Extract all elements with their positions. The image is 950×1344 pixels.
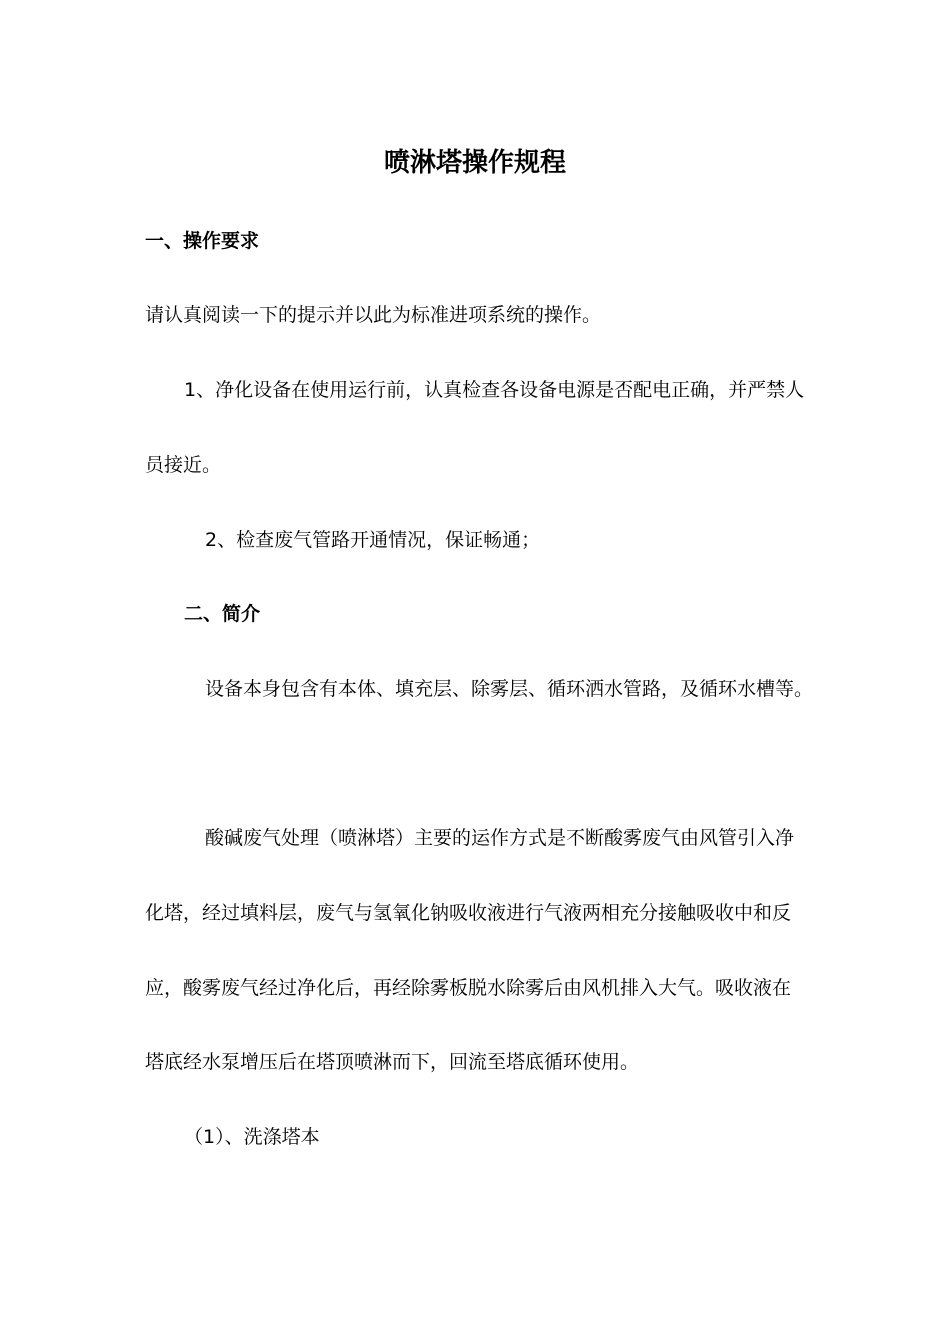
paragraph-item1-line2: 员接近。 (145, 454, 222, 476)
paragraph-equipment: 设备本身包含有本体、填充层、除雾层、循环洒水管路，及循环水槽等。 (205, 678, 814, 700)
section-heading-operation-requirements: 一、操作要求 (145, 230, 260, 252)
section-heading-introduction: 二、简介 (184, 603, 261, 625)
paragraph-process-line2: 化塔，经过填料层，废气与氢氧化钠吸收液进行气液两相充分接触吸收中和反 (145, 902, 792, 924)
paragraph-item1-line1: 1、净化设备在使用运行前，认真检查各设备电源是否配电正确，并严禁人 (184, 379, 805, 401)
document-title: 喷淋塔操作规程 (383, 148, 566, 178)
paragraph-process-line3: 应，酸雾废气经过净化后，再经除雾板脱水除雾后由风机排入大气。吸收液在 (145, 977, 792, 999)
paragraph-item2: 2、检查废气管路开通情况，保证畅通； (205, 529, 541, 551)
subheading-washing-tower: （1）、洗涤塔本 (184, 1126, 320, 1148)
paragraph-process-line4: 塔底经水泵增压后在塔顶喷淋而下，回流至塔底循环使用。 (145, 1051, 640, 1073)
paragraph-process-line1: 酸碱废气处理（喷淋塔）主要的运作方式是不断酸雾废气由风管引入净 (205, 827, 795, 849)
paragraph-intro: 请认真阅读一下的提示并以此为标准进项系统的操作。 (145, 304, 602, 326)
